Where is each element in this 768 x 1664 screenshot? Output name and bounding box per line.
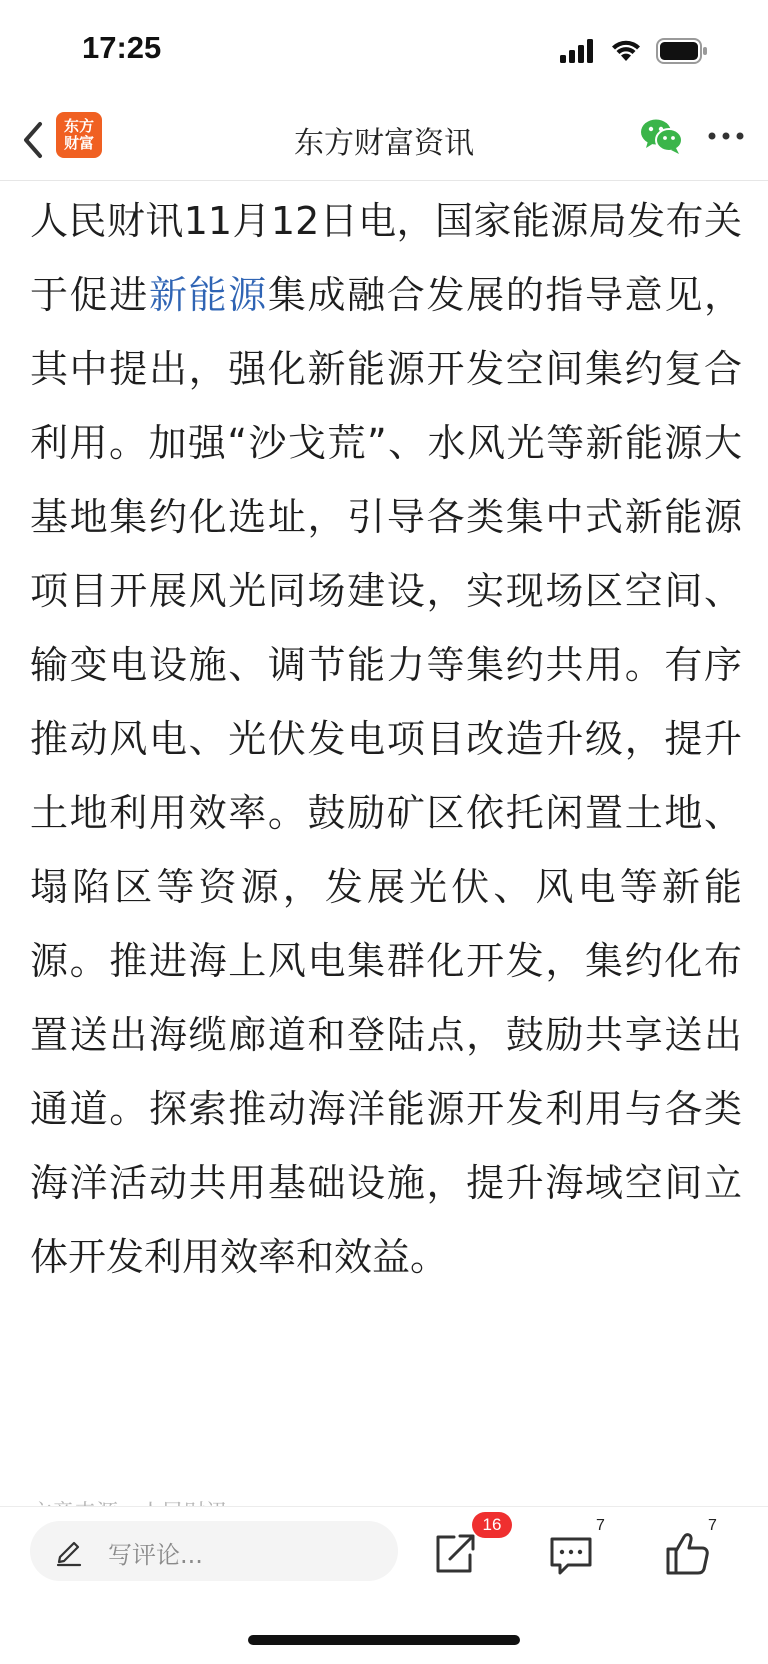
more-button[interactable] (704, 116, 748, 156)
like-count: 7 (708, 1517, 717, 1534)
status-bar (0, 0, 768, 100)
article-text-after: 集成融合发展的指导意见，其中提出，强化新能源开发空间集约复合利用。加强“沙戈荒”、水风光等新能源大基地集约化选址，引导各类集中式新能源项目开展风光同场建设，实现场区空间、输变电设施、调节能力等集约共用。有序推动风电、光伏发电项目改造升级，提升土地利用效率。鼓励矿区依托闲置土地、塌陷区等资源，发展光伏、风电等新能源。推进海上风电集群化开发，集约化布置送出海缆廊道和登陆点，鼓励共享送出通道。探索推动海洋能源开发利用与各类海洋活动共用基础设施，提升海域空间立体开发利用效率和效益。 (30, 273, 742, 1279)
status-icons (560, 36, 708, 66)
comment-count: 7 (596, 1517, 605, 1534)
wechat-icon (640, 116, 684, 156)
logo-line-1: 东方 (63, 117, 94, 135)
like-button[interactable] (662, 1529, 716, 1577)
article-body (30, 184, 742, 1294)
page-title: 东方财富资讯 (294, 126, 474, 161)
comments-button[interactable] (546, 1529, 600, 1577)
share-icon (430, 1529, 484, 1577)
keyword-link-new-energy[interactable]: 新能源 (148, 273, 268, 317)
nav-bar (0, 100, 768, 181)
status-time: 17:25 (82, 30, 162, 65)
article-text-before: 人民财讯11月12日电，国家能源局发布关于促进 (30, 199, 742, 317)
pencil-icon (54, 1535, 84, 1567)
comment-placeholder: 写评论... (108, 1541, 203, 1569)
share-count-badge: 16 (472, 1512, 512, 1538)
comment-bubble-icon (546, 1529, 600, 1577)
wechat-share-button[interactable] (640, 116, 684, 156)
comment-input[interactable] (30, 1521, 398, 1581)
thumbs-up-icon (662, 1529, 716, 1577)
more-horizontal-icon (704, 116, 748, 156)
cellular-signal-icon (560, 39, 596, 63)
logo-line-2: 财富 (63, 134, 94, 152)
battery-icon (656, 38, 708, 64)
wifi-icon (610, 39, 642, 63)
share-button[interactable] (430, 1529, 484, 1577)
home-indicator (248, 1635, 520, 1645)
